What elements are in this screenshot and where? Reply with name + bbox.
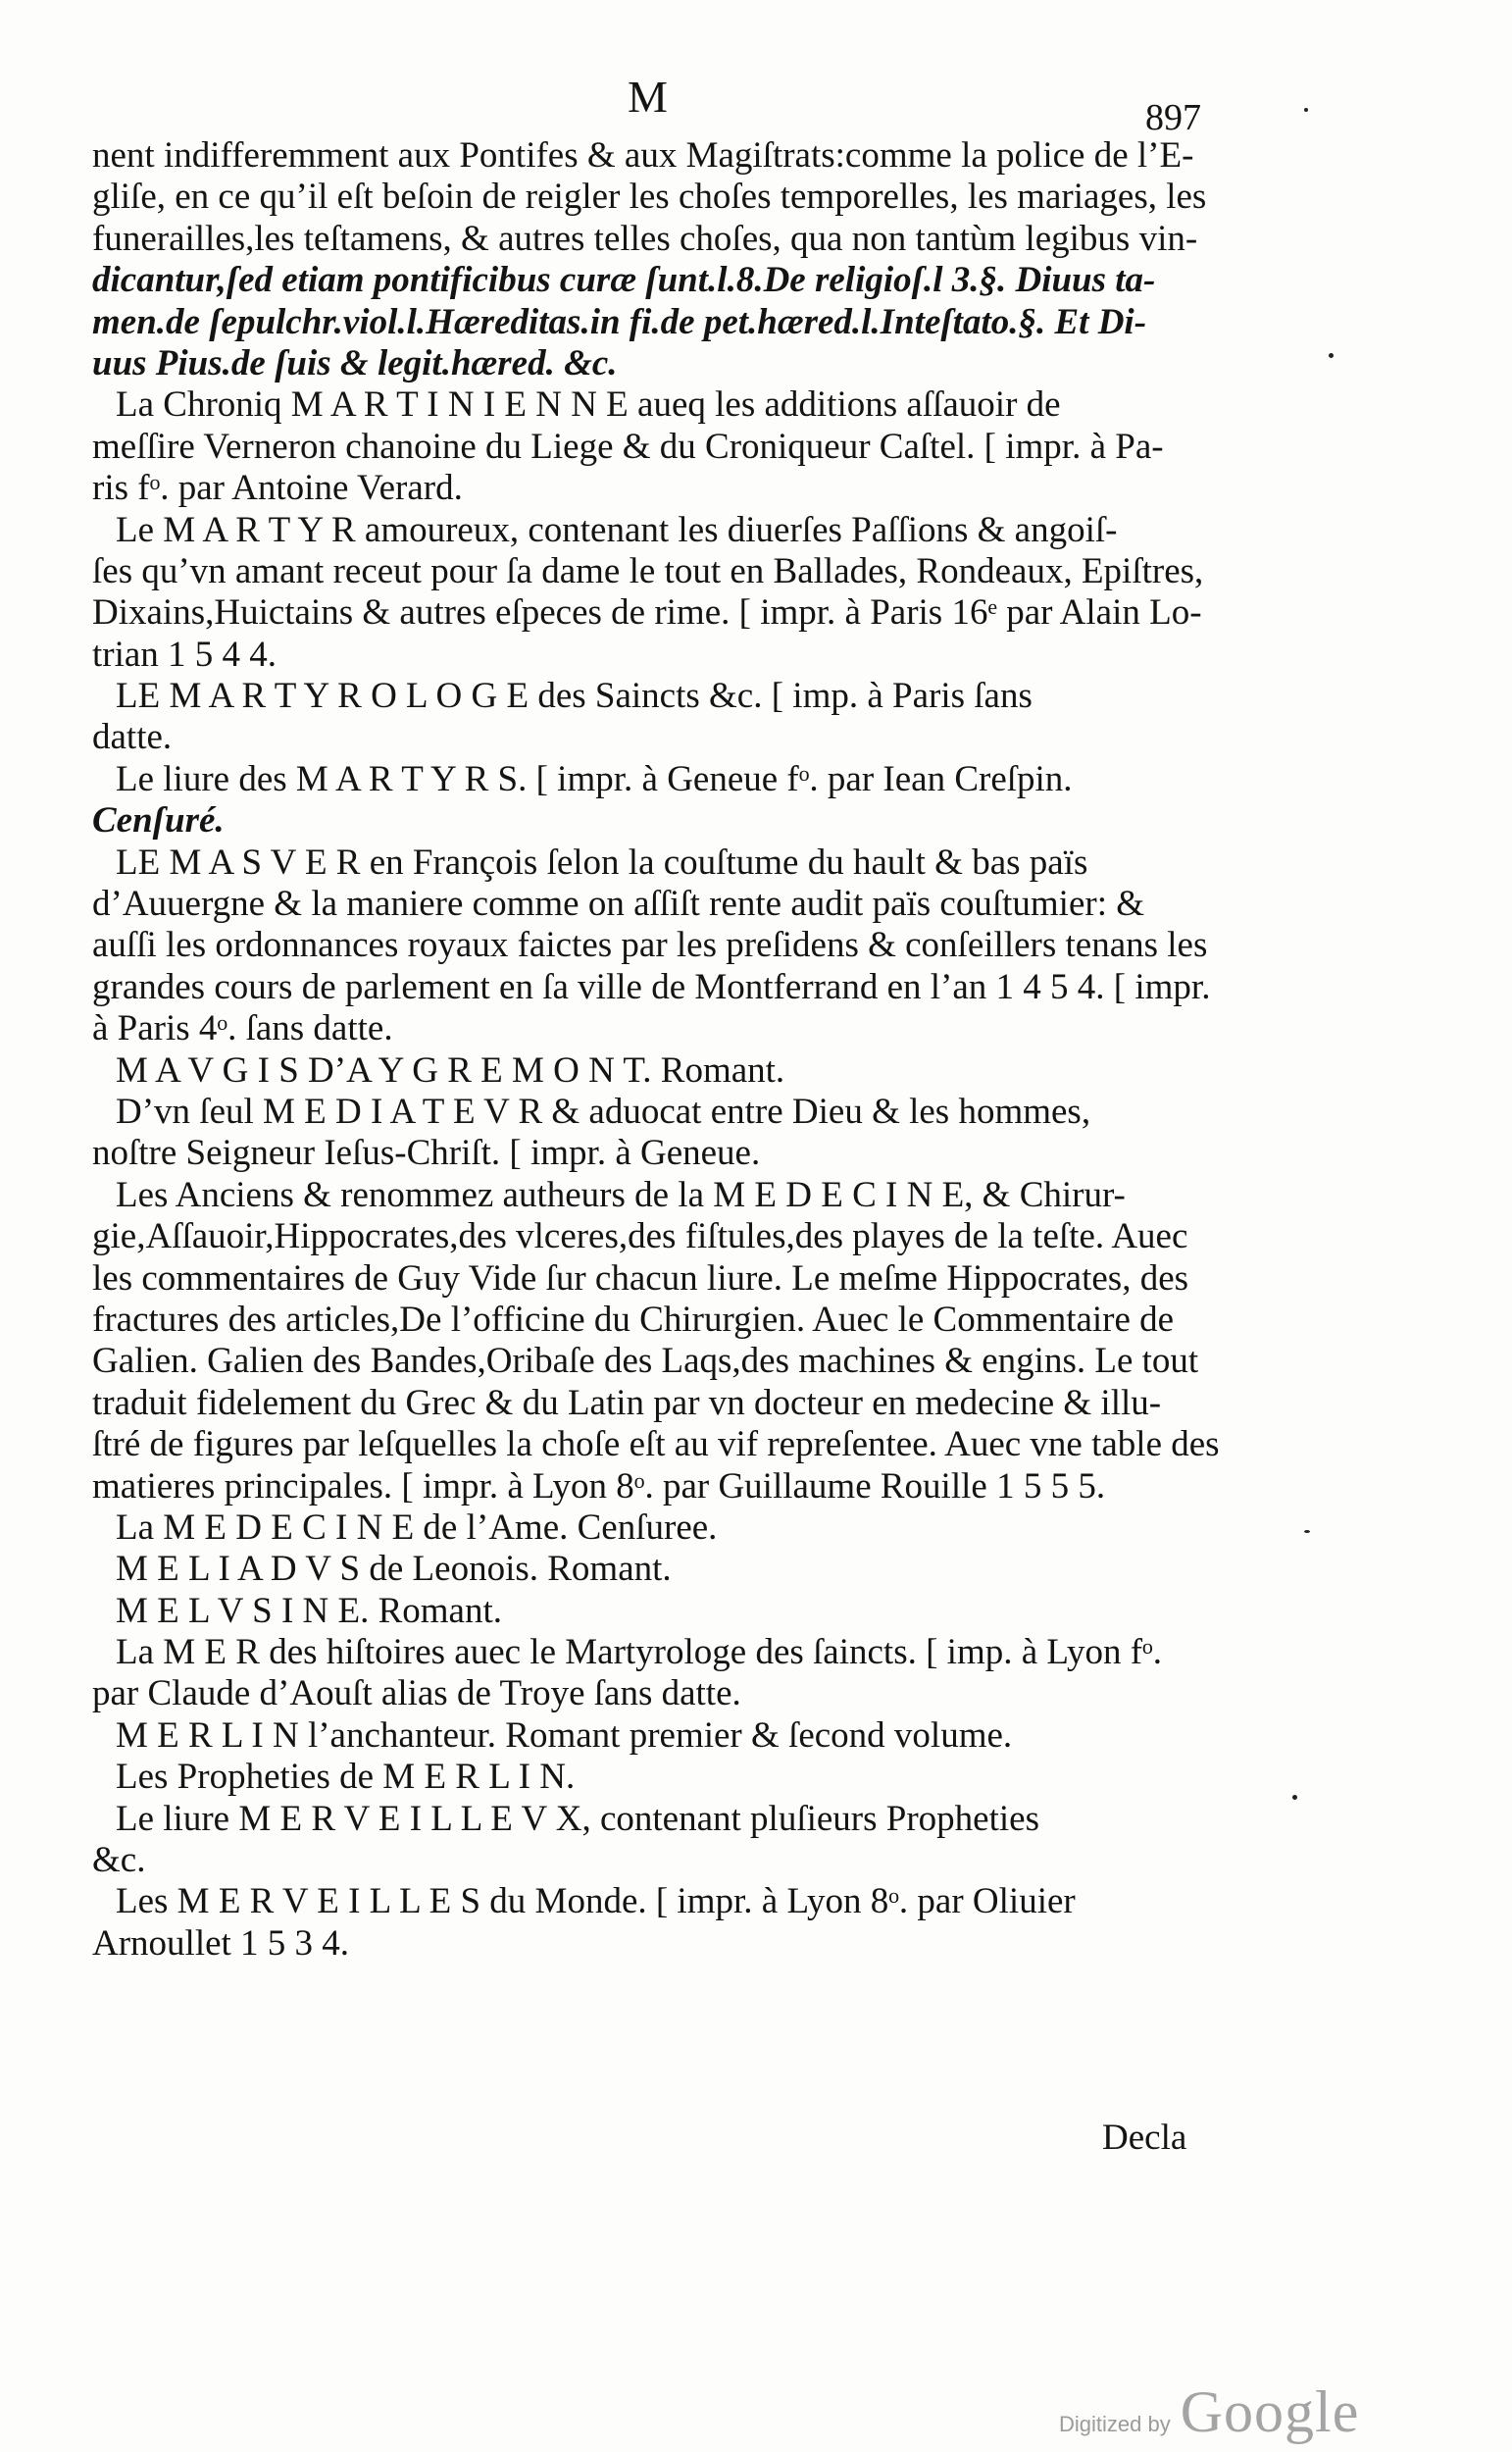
text-line: à Paris 4ᵒ. ſans datte. bbox=[92, 1008, 393, 1049]
text-line: gie,Aſſauoir,Hippocrates,des vlceres,des fiſtules,des playes de la teſte. Auec bbox=[92, 1216, 1188, 1257]
text-line: d’Auuergne & la maniere comme on aſſiſt rente audit païs couſtumier: & bbox=[92, 884, 1145, 925]
entry-medecine-ame: La M E D E C I N E de l’Ame. Cenſuree. bbox=[116, 1507, 718, 1548]
text-line: par Claude d’Aouſt alias de Troye ſans datte. bbox=[92, 1673, 741, 1714]
text-line: trian 1 5 4 4. bbox=[92, 634, 277, 675]
text-line: traduit fidelement du Grec & du Latin par vn docteur en medecine & illu- bbox=[92, 1382, 1162, 1423]
page-number: 897 bbox=[1145, 97, 1201, 138]
text-line: meſſire Verneron chanoine du Liege & du Croniqueur Caſtel. [ impr. à Pa- bbox=[92, 426, 1164, 467]
entry-martyrs: Le liure des M A R T Y R S. [ impr. à Geneue fᵒ. par Iean Creſpin. bbox=[116, 758, 1073, 799]
text-line: matieres principales. [ impr. à Lyon 8ᵒ. par Guillaume Rouille 1 5 5 5. bbox=[92, 1465, 1106, 1507]
entry-meliadus: M E L I A D V S de Leonois. Romant. bbox=[116, 1549, 672, 1590]
margin-speck bbox=[1292, 1795, 1297, 1800]
entry-merveilles: Les M E R V E I L L E S du Monde. [ impr. à Lyon 8ᵒ. par Oliuier bbox=[116, 1881, 1076, 1922]
entry-mer-histoires: La M E R des hiſtoires auec le Martyrologe des ſaincts. [ imp. à Lyon fᵒ. bbox=[116, 1632, 1162, 1673]
entry-martyr-amoureux: Le M A R T Y R amoureux, contenant les diuerſes Paſſions & angoiſ- bbox=[116, 509, 1118, 550]
text-line: noſtre Seigneur Ieſus-Chriſt. [ impr. à Geneue. bbox=[92, 1133, 761, 1174]
text-line: dicantur,ſed etiam pontificibus curæ ſunt.l.8.De religioſ.l 3.§. Diuus ta- bbox=[92, 260, 1156, 301]
watermark-prefix: Digitized by bbox=[1059, 2412, 1171, 2436]
text-line: auſſi les ordonnances royaux faictes par les preſidens & conſeillers tenans les bbox=[92, 925, 1208, 966]
text-line: gliſe, en ce qu’il eſt beſoin de reigler les choſes temporelles, les mariages, les bbox=[92, 177, 1207, 218]
text-line: Galien. Galien des Bandes,Oribaſe des Laqs,des machines & engins. Le tout bbox=[92, 1341, 1199, 1382]
text-line: ſtré de figures par leſquelles la choſe eſt au vif repreſentee. Auec vne table des bbox=[92, 1424, 1220, 1465]
page-text bbox=[92, 135, 1249, 1965]
entry-martinienne: La Chroniq M A R T I N I E N N E aueq les additions aſſauoir de bbox=[116, 384, 1061, 426]
entry-medecine: Les Anciens & renommez autheurs de la M E D E C I N E, & Chirur- bbox=[116, 1174, 1126, 1215]
text-line: Cenſuré. bbox=[92, 800, 225, 842]
text-line: men.de ſepulchr.viol.l.Hæreditas.in fi.de pet.hæred.l.Inteſtato.§. Et Di- bbox=[92, 301, 1147, 342]
google-logo: Google bbox=[1180, 2379, 1360, 2444]
text-line: fractures des articles,De l’officine du Chirurgien. Auec le Commentaire de bbox=[92, 1299, 1175, 1340]
text-line: grandes cours de parlement en ſa ville de Montferrand en l’an 1 4 5 4. [ impr. bbox=[92, 966, 1211, 1007]
text-line: Dixains,Huictains & autres eſpeces de rime. [ impr. à Paris 16ᵉ par Alain Lo- bbox=[92, 592, 1202, 634]
entry-merlin: M E R L I N l’anchanteur. Romant premier & ſecond volume. bbox=[116, 1714, 1013, 1756]
text-line: nent indifferemment aux Pontifes & aux Magiſtrats:comme la police de l’E- bbox=[92, 135, 1194, 176]
text-line: funerailles,les teſtamens, & autres telles choſes, qua non tantùm legibus vin- bbox=[92, 218, 1198, 259]
entry-merveilleux: Le liure M E R V E I L L E V X, contenant pluſieurs Propheties bbox=[116, 1798, 1039, 1839]
entry-propheties-merlin: Les Propheties de M E R L I N. bbox=[116, 1757, 576, 1798]
margin-speck bbox=[1329, 353, 1334, 358]
digitized-watermark bbox=[1059, 2378, 1359, 2446]
text-line: &c. bbox=[92, 1840, 146, 1881]
margin-speck bbox=[1304, 108, 1308, 112]
entry-mediateur: D’vn ſeul M E D I A T E V R & aduocat entre Dieu & les hommes, bbox=[116, 1091, 1091, 1132]
margin-speck bbox=[1304, 1530, 1310, 1533]
running-head-letter: M bbox=[628, 72, 670, 122]
entry-masver: LE M A S V E R en François ſelon la couſtume du hault & bas païs bbox=[116, 842, 1088, 883]
text-line: uus Pius.de ſuis & legit.hæred. &c. bbox=[92, 342, 618, 383]
text-line: les commentaires de Guy Vide ſur chacun liure. Le meſme Hippocrates, des bbox=[92, 1257, 1189, 1299]
entry-maugis: M A V G I S D’A Y G R E M O N T. Romant. bbox=[116, 1049, 785, 1091]
entry-melusine: M E L V S I N E. Romant. bbox=[116, 1590, 502, 1631]
text-line: datte. bbox=[92, 717, 173, 758]
text-line: ris fᵒ. par Antoine Verard. bbox=[92, 468, 463, 509]
catchword: Decla bbox=[1102, 2118, 1187, 2158]
text-line: ſes qu’vn amant receut pour ſa dame le tout en Ballades, Rondeaux, Epiſtres, bbox=[92, 550, 1204, 591]
text-line: Arnoullet 1 5 3 4. bbox=[92, 1922, 350, 1964]
entry-martyrologe: LE M A R T Y R O L O G E des Saincts &c. [ imp. à Paris ſans bbox=[116, 676, 1033, 717]
